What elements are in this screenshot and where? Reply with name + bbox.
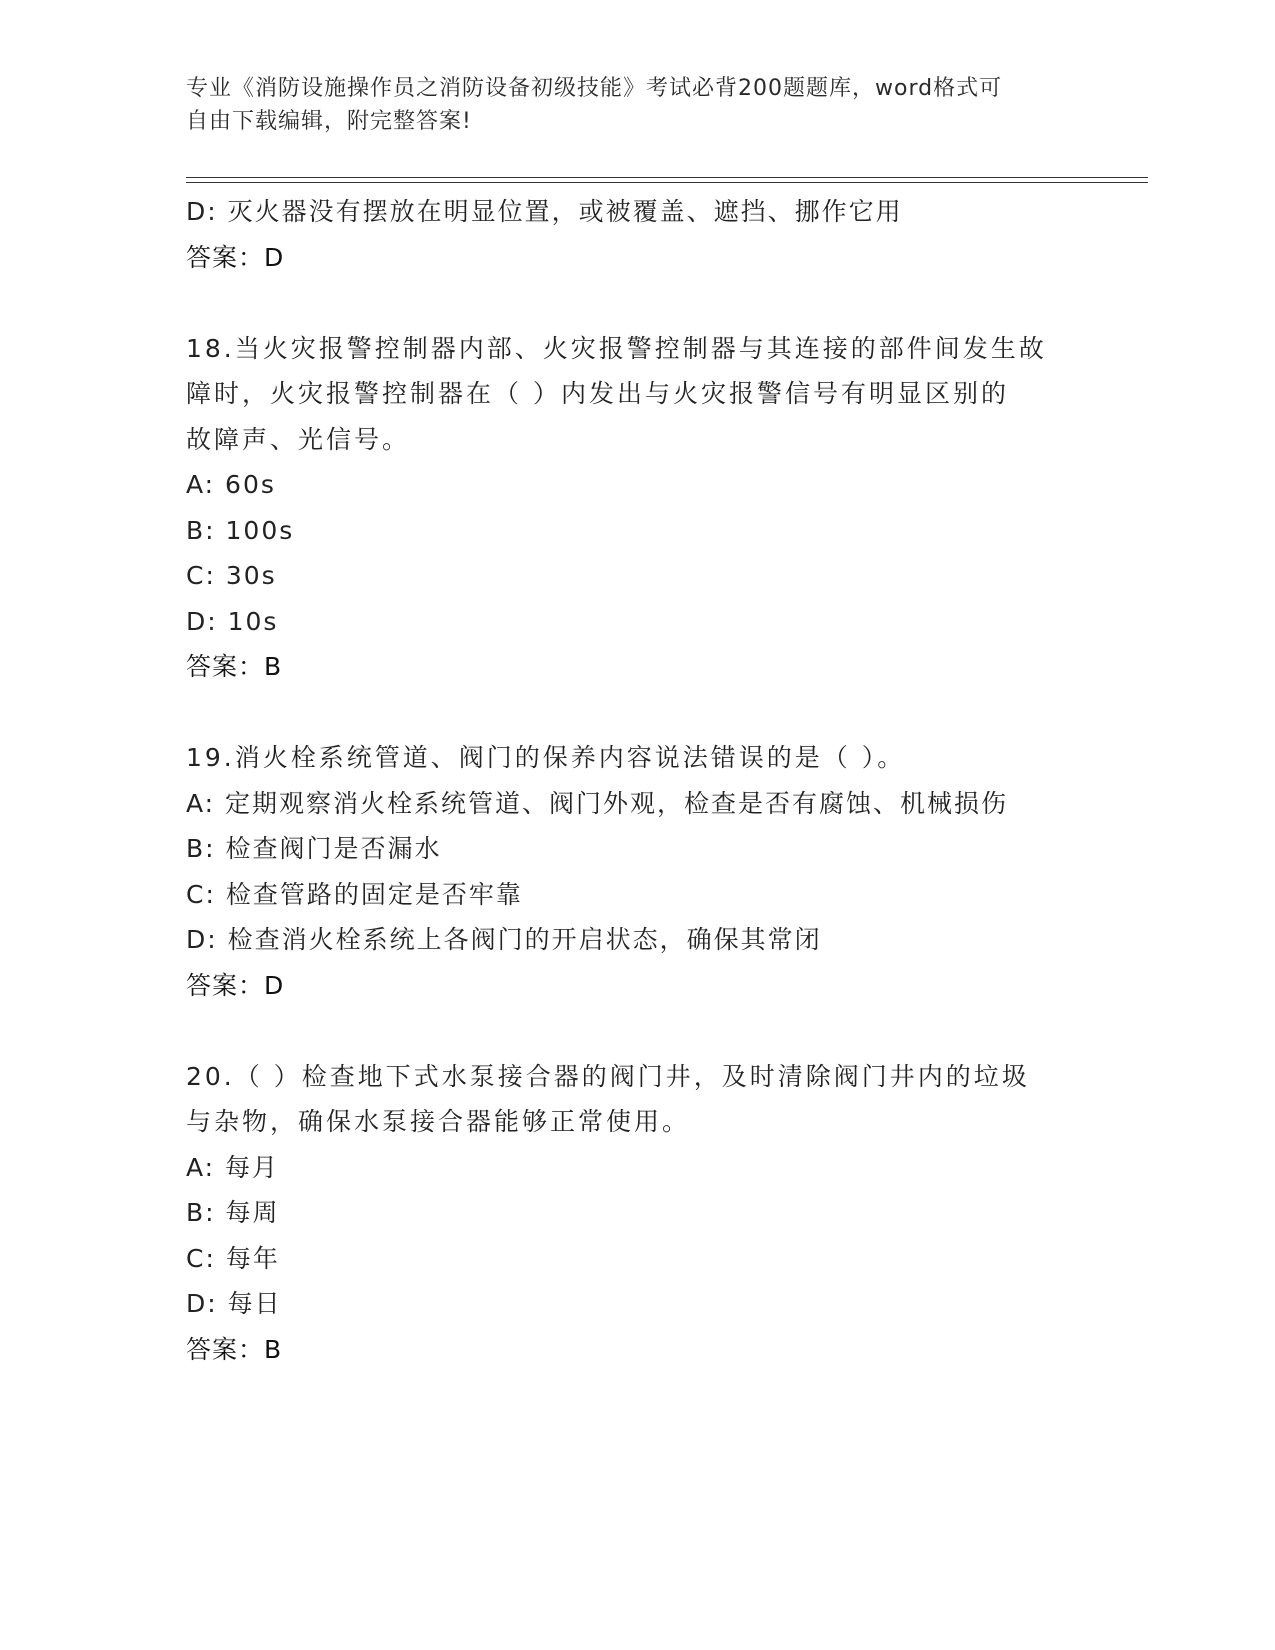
header-divider	[186, 177, 1148, 183]
stem-line: 20.（ ）检查地下式水泵接合器的阀门井，及时清除阀门井内的垃圾	[186, 1061, 1030, 1091]
question-18	[186, 326, 1086, 690]
answer: 答案：D	[186, 970, 285, 1000]
stem-line: 障时，火灾报警控制器在（ ）内发出与火灾报警信号有明显区别的	[186, 379, 1009, 408]
header-line-2: 自由下载编辑，附完整答案!	[186, 109, 472, 134]
stem-line: 与杂物，确保水泵接合器能够正常使用。	[186, 1107, 691, 1136]
document-body	[186, 189, 1086, 1372]
stem-line: 故障声、光信号。	[186, 424, 411, 454]
answer: 答案：B	[186, 652, 283, 681]
question-stem	[186, 735, 1086, 781]
spacer	[186, 1008, 1086, 1054]
header-line-1: 专业《消防设施操作员之消防设备初级技能》考试必背200题题库，word格式可	[186, 76, 1003, 101]
option-d: D: 检查消火栓系统上各阀门的开启状态，确保其常闭	[186, 925, 822, 954]
document-header	[186, 72, 1066, 138]
option-a: A: 60s	[186, 470, 276, 499]
spacer	[186, 690, 1086, 736]
option-d: D: 每日	[186, 1289, 282, 1318]
question-20	[186, 1054, 1086, 1373]
option-b: B: 每周	[186, 1198, 280, 1227]
answer: 答案：B	[186, 1334, 283, 1364]
option-d: D: 灭火器没有摆放在明显位置，或被覆盖、遮挡、挪作它用	[186, 197, 903, 226]
question-stem	[186, 326, 1086, 463]
option-d: D: 10s	[186, 606, 279, 636]
option-c: C: 检查管路的固定是否牢靠	[186, 879, 523, 909]
option-b: B: 100s	[186, 515, 295, 545]
answer: 答案：D	[186, 242, 285, 272]
option-a: A: 每月	[186, 1152, 280, 1182]
option-c: C: 每年	[186, 1243, 280, 1273]
spacer	[186, 280, 1086, 326]
stem-line: 18.当火灾报警控制器内部、火灾报警控制器与其连接的部件间发生故	[186, 333, 1047, 363]
question-stem	[186, 1054, 1086, 1145]
option-a: A: 定期观察消火栓系统管道、阀门外观，检查是否有腐蚀、机械损伤	[186, 788, 1009, 818]
option-b: B: 检查阀门是否漏水	[186, 834, 442, 863]
question-19	[186, 735, 1086, 1008]
option-c: C: 30s	[186, 561, 277, 590]
question-17-continuation	[186, 189, 1086, 280]
stem-line: 19.消火栓系统管道、阀门的保养内容说法错误的是（ ）。	[186, 743, 906, 772]
